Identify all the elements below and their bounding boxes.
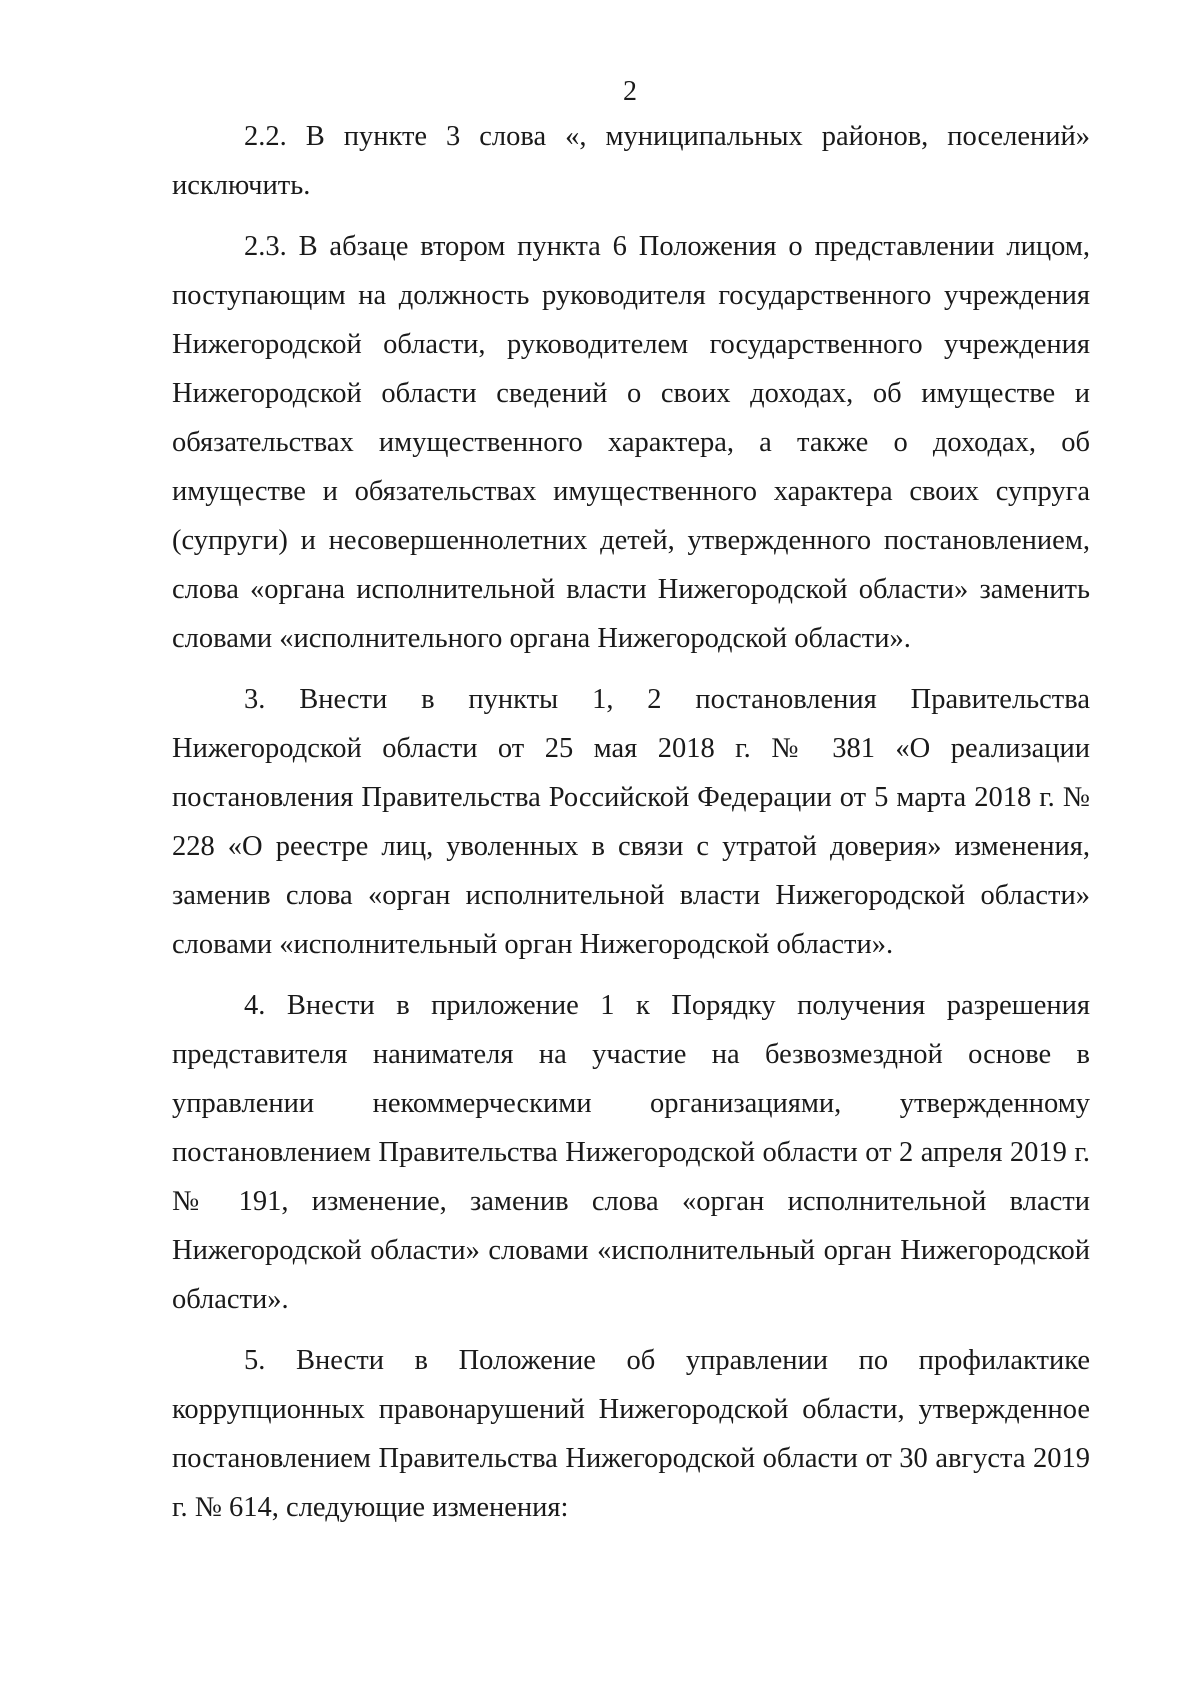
paragraph-2-2: 2.2. В пункте 3 слова «, муниципальных районов, поселений» исключить. xyxy=(172,121,1090,201)
document-body xyxy=(172,112,1090,1544)
paragraph-4: 4. Внести в приложение 1 к Порядку получения разрешения представителя нанимателя на участие на безвозмездной основе в управлении некоммерческими организациями, утвержденному постановлением Правительства Нижегородской области от 2 апреля 2019 г. № 191, изменение, заменив слова «орган исполнительной власти Нижегородской области» словами «исполнительный орган Нижегородской области». xyxy=(172,990,1090,1315)
paragraph-5: 5. Внести в Положение об управлении по профилактике коррупционных правонарушений Нижегородской области, утвержденное постановлением Правительства Нижегородской области от 30 августа 2019 г. № 614, следующие изменения: xyxy=(172,1345,1090,1523)
page-number: 2 xyxy=(623,76,637,107)
paragraph-3: 3. Внести в пункты 1, 2 постановления Правительства Нижегородской области от 25 мая 2018 г. № 381 «О реализации постановления Правительства Российской Федерации от 5 марта 2018 г. № 228 «О реестре лиц, уволенных в связи с утратой доверия» изменения, заменив слова «орган исполнительной власти Нижегородской области» словами «исполнительный орган Нижегородской области». xyxy=(172,684,1090,960)
paragraph-2-3: 2.3. В абзаце втором пункта 6 Положения о представлении лицом, поступающим на должность руководителя государственного учреждения Нижегородской области, руководителем государственного учреждения Нижегородской области сведений о своих доходах, об имуществе и обязательствах имущественного характера, а также о доходах, об имуществе и обязательствах имущественного характера своих супруга (супруги) и несовершеннолетних детей, утвержденного постановлением, слова «органа исполнительной власти Нижегородской области» заменить словами «исполнительного органа Нижегородской области». xyxy=(172,231,1090,654)
